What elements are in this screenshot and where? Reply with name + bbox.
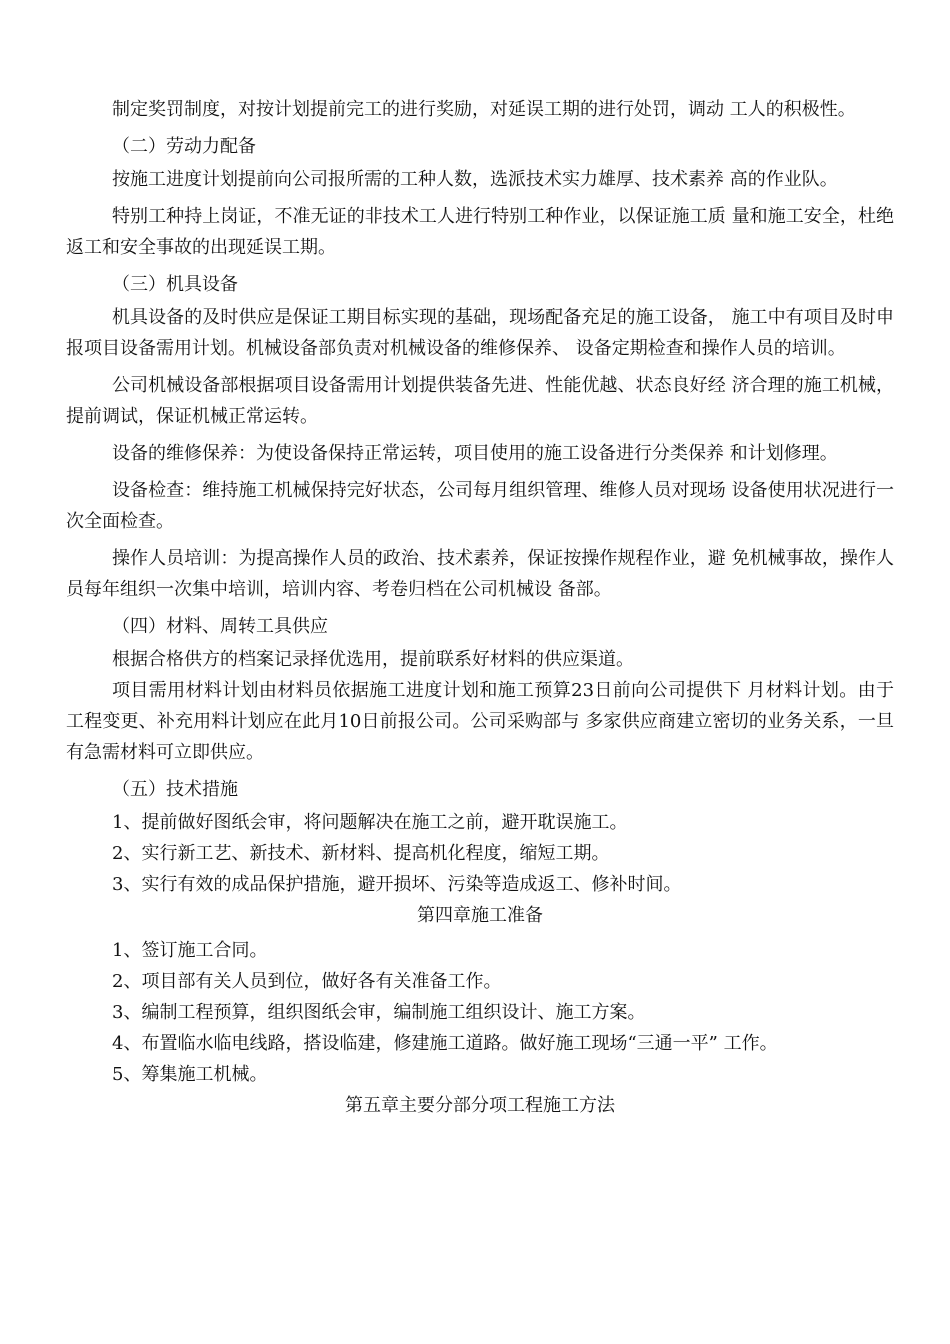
paragraph-equipment-supply: 机具设备的及时供应是保证工期目标实现的基础，现场配备充足的施工设备， 施工中有项目及时申报项目设备需用计划。机械设备部负责对机械设备的维修保养、 设备定期检查和操作人员的培训。 <box>66 307 894 359</box>
preparation-item-5: 5、筹集施工机械。 <box>112 1064 268 1085</box>
preparation-item-2: 2、项目部有关人员到位，做好各有关准备工作。 <box>112 971 502 992</box>
document-page <box>66 94 894 1125</box>
chapter-heading-methods: 第五章主要分部分项工程施工方法 <box>345 1095 615 1116</box>
technical-item-3: 3、实行有效的成品保护措施，避开损坏、污染等造成返工、修补时间。 <box>112 874 682 895</box>
chapter-heading-preparation: 第四章施工准备 <box>417 905 543 926</box>
section-heading-materials: （四）材料、周转工具供应 <box>112 616 328 637</box>
technical-item-2: 2、实行新工艺、新技术、新材料、提高机化程度，缩短工期。 <box>112 843 610 864</box>
preparation-item-4: 4、布置临水临电线路，搭设临建，修建施工道路。做好施工现场“三通一平” 工作。 <box>112 1033 778 1054</box>
section-heading-labor: （二）劳动力配备 <box>112 136 256 157</box>
paragraph-reward-system: 制定奖罚制度，对按计划提前完工的进行奖励，对延误工期的进行处罚，调动 工人的积极性。 <box>112 99 856 120</box>
paragraph-material-plan: 项目需用材料计划由材料员依据施工进度计划和施工预算23日前向公司提供下 月材料计划。由于工程变更、补充用料计划应在此月10日前报公司。公司采购部与 多家供应商建立密切的业务关系，一旦有急需材料可立即供应。 <box>66 680 894 763</box>
technical-item-1: 1、提前做好图纸会审，将问题解决在施工之前，避开耽误施工。 <box>112 812 628 833</box>
paragraph-equipment-department: 公司机械设备部根据项目设备需用计划提供装备先进、性能优越、状态良好经 济合理的施工机械，提前调试，保证机械正常运转。 <box>66 375 894 427</box>
paragraph-special-workers: 特别工种持上岗证，不准无证的非技术工人进行特别工种作业，以保证施工质 量和施工安全，杜绝返工和安全事故的出现延误工期。 <box>66 206 894 258</box>
preparation-item-3: 3、编制工程预算，组织图纸会审，编制施工组织设计、施工方案。 <box>112 1002 646 1023</box>
paragraph-supplier-selection: 根据合格供方的档案记录择优选用，提前联系好材料的供应渠道。 <box>112 649 634 670</box>
paragraph-operator-training: 操作人员培训：为提高操作人员的政治、技术素养，保证按操作规程作业，避 免机械事故，操作人员每年组织一次集中培训，培训内容、考卷归档在公司机械设 备部。 <box>66 548 894 600</box>
paragraph-equipment-inspection: 设备检查：维持施工机械保持完好状态，公司每月组织管理、维修人员对现场 设备使用状况进行一次全面检查。 <box>66 480 894 532</box>
preparation-item-1: 1、签订施工合同。 <box>112 940 268 961</box>
section-heading-equipment: （三）机具设备 <box>112 274 238 295</box>
paragraph-equipment-maintenance: 设备的维修保养：为使设备保持正常运转，项目使用的施工设备进行分类保养 和计划修理。 <box>112 443 838 464</box>
section-heading-technical: （五）技术措施 <box>112 779 238 800</box>
paragraph-labor-plan: 按施工进度计划提前向公司报所需的工种人数，选派技术实力雄厚、技术素养 高的作业队。 <box>112 169 838 190</box>
